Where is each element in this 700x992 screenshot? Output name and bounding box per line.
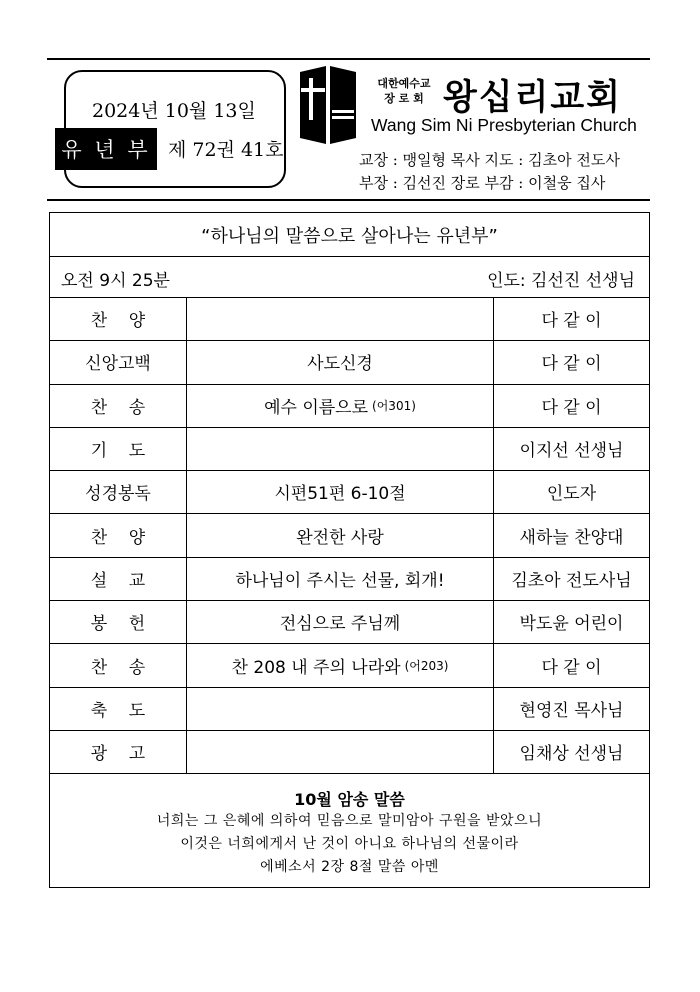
worship-content: [187, 514, 494, 557]
worship-row: [50, 470, 649, 514]
hymn-reference: (어301): [372, 398, 416, 413]
denomination-label: [368, 76, 440, 106]
worship-person: 새하늘 찬양대: [519, 527, 624, 548]
issue-number: 제 72권 41호: [168, 139, 284, 161]
church-name-english: Wang Sim Ni Presbyterian Church: [371, 115, 637, 135]
service-leader: 인도: 김선진 선생님: [487, 271, 635, 291]
church-name: 왕십리교회: [443, 77, 623, 118]
memory-verse-reference: 에베소서 2장 8절 말씀 아멘: [260, 859, 439, 875]
worship-person: 인도자: [546, 484, 597, 505]
top-rule: [47, 58, 650, 60]
worship-content-text: 전심으로 주님께: [279, 614, 401, 635]
service-theme: “하나님의 말씀으로 살아나는 유년부”: [50, 213, 649, 257]
worship-row: [50, 730, 649, 774]
worship-row: [50, 297, 649, 341]
worship-item: 찬 양: [50, 297, 187, 340]
service-time: 오전 9시 25분: [61, 271, 170, 291]
worship-content-text: 사도신경: [307, 354, 373, 375]
worship-row: [50, 600, 649, 644]
worship-content: [187, 470, 494, 513]
worship-content: [187, 730, 494, 773]
worship-content-text: 시편51편 6-10절: [274, 484, 406, 505]
worship-item: 성경봉독: [50, 470, 187, 513]
worship-content: [187, 600, 494, 643]
worship-row: [50, 514, 649, 558]
memory-verse-line1: 너희는 그 은혜에 의하여 믿음으로 말미암아 구원을 받았으니: [156, 813, 543, 829]
worship-item: 설 교: [50, 557, 187, 600]
worship-item: 찬 송: [50, 643, 187, 686]
worship-row: [50, 427, 649, 471]
worship-row: [50, 557, 649, 601]
worship-item: 찬 양: [50, 514, 187, 557]
worship-content-text: 예수 이름으로: [264, 397, 369, 418]
worship-person: 임채상 선생님: [519, 744, 624, 765]
worship-person: 다 같 이: [541, 397, 602, 418]
worship-person: 이지선 선생님: [519, 441, 624, 462]
worship-row: [50, 687, 649, 731]
header-bottom-rule: [47, 199, 650, 201]
memory-verse-title: 10월 암송 말씀: [294, 790, 405, 809]
worship-item: 찬 송: [50, 384, 187, 427]
worship-content: [187, 687, 494, 730]
worship-row: [50, 340, 649, 384]
order-of-worship-table: [49, 212, 650, 888]
worship-item: 신앙고백: [50, 340, 187, 383]
worship-content: [187, 427, 494, 470]
church-cross-logo-icon: [300, 66, 356, 144]
memory-verse-line2: 이것은 너희에게서 난 것이 아니요 하나님의 선물이라: [180, 836, 519, 852]
worship-person: 다 같 이: [541, 311, 602, 332]
worship-item: 기 도: [50, 427, 187, 470]
memory-verse-section: [50, 773, 649, 879]
worship-person: 현영진 목사님: [519, 700, 624, 721]
worship-item: 봉 헌: [50, 600, 187, 643]
worship-item: 축 도: [50, 687, 187, 730]
staff-line-1: 교장 : 맹일형 목사 지도 : 김초아 전도사: [359, 151, 620, 169]
worship-person: 박도윤 어린이: [519, 614, 624, 635]
worship-content-text: 하나님이 주시는 선물, 회개!: [235, 570, 445, 591]
department-badge: 유 년 부: [55, 128, 157, 170]
worship-content: [187, 384, 494, 427]
worship-content: [187, 297, 494, 340]
worship-person: 다 같 이: [541, 657, 602, 678]
worship-person: 다 같 이: [541, 354, 602, 375]
denomination-line1: 대한예수교: [377, 77, 431, 90]
worship-row: [50, 384, 649, 428]
worship-content: [187, 643, 494, 686]
denomination-line2: 장 로 회: [384, 92, 424, 105]
bulletin-date: 2024년 10월 13일: [92, 100, 256, 122]
worship-row: [50, 643, 649, 687]
worship-content: [187, 340, 494, 383]
staff-line-2: 부장 : 김선진 장로 부감 : 이철웅 집사: [359, 174, 606, 192]
worship-item: 광 고: [50, 730, 187, 773]
worship-person: 김초아 전도사님: [511, 570, 632, 591]
time-leader-row: [50, 256, 649, 298]
hymn-reference: (어203): [404, 658, 449, 673]
worship-content: [187, 557, 494, 600]
worship-content-text: 완전한 사랑: [296, 527, 384, 548]
worship-content-text: 찬 208 내 주의 나라와: [231, 657, 401, 678]
